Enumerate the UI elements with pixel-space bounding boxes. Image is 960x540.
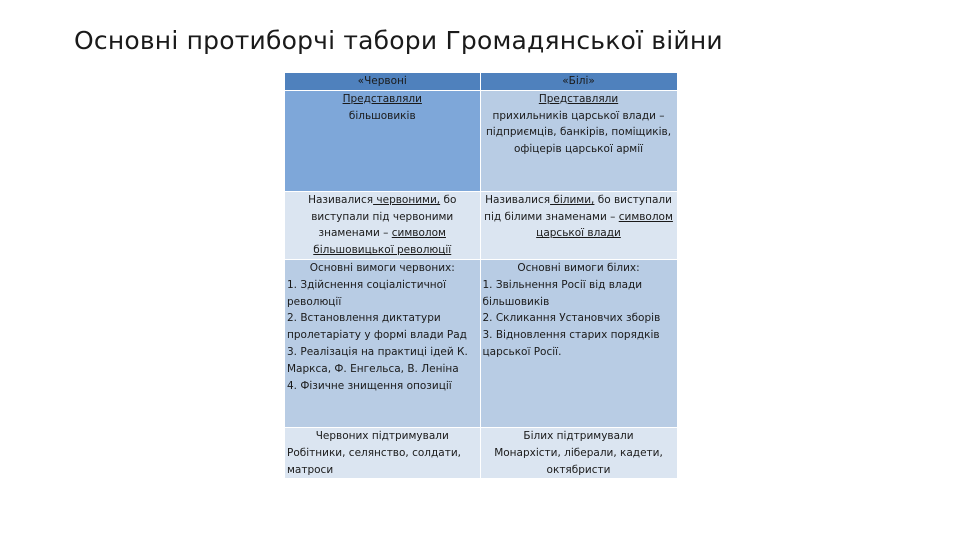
red-demand-1: 1. Здійснення соціалістичної революції [287,278,447,308]
table-row [285,191,677,259]
red-represent-cell [285,90,480,191]
white-name-color: білими, [550,193,595,206]
red-name-color: червоними, [373,193,441,206]
red-demand-2: 2. Встановлення диктатури пролетаріату у формі влади Рад [287,312,467,342]
red-demands-cell [285,259,480,427]
red-name-pre: Називалися [308,193,374,206]
white-demands-head: Основні вимоги білих: [517,261,640,274]
table-header-row [285,73,677,90]
white-represent-text: прихильників царської влади – підприємців, банкірів, поміщиків, офіцерів царської армії [485,109,672,156]
white-demand-2: 2. Скликання Установчих зборів [482,312,661,325]
header-white: «Білі» [480,73,677,90]
white-support-cell [480,427,677,478]
table-row [285,427,677,478]
slide-title: Основні протиборчі табори Громадянської війни [74,26,723,55]
red-support-text: Робітники, селянство, солдати, матроси [287,446,461,476]
white-support-head: Білих підтримували [523,429,634,442]
red-support-head: Червоних підтримували [315,429,449,442]
red-name-cell [285,191,480,259]
white-demands-cell [480,259,677,427]
table-row [285,90,677,191]
white-represent-label: Представляли [538,92,619,105]
white-represent-cell [480,90,677,191]
red-demand-3: 3. Реалізація на практиці ідей К. Маркса, Ф. Енгельса, В. Леніна [287,345,468,375]
red-demand-4: 4. Фізичне знищення опозиції [287,379,452,392]
white-name-symbol: символом царської влади [536,210,673,240]
white-demand-3: 3. Відновлення старих порядків царської Росії. [482,329,660,358]
red-name-mid: бо виступали під червоними знаменами – [311,193,457,240]
table-row [285,259,677,427]
comparison-table [285,73,678,479]
white-name-pre: Називалися [485,193,551,206]
red-demands-head: Основні вимоги червоних: [309,261,455,274]
white-demand-1: 1. Звільнення Росії від влади більшовиків [482,278,643,308]
white-name-cell [480,191,677,259]
red-name-symbol: символом більшовицької революції [313,227,452,257]
red-support-cell [285,427,480,478]
red-represent-label: Представляли [342,92,422,105]
white-support-text: Монархісти, ліберали, кадети, октябристи [494,446,663,476]
white-name-mid: бо виступали під білими знаменами – [484,193,672,223]
red-represent-text: більшовиків [348,109,416,122]
header-red: «Червоні [285,73,480,90]
